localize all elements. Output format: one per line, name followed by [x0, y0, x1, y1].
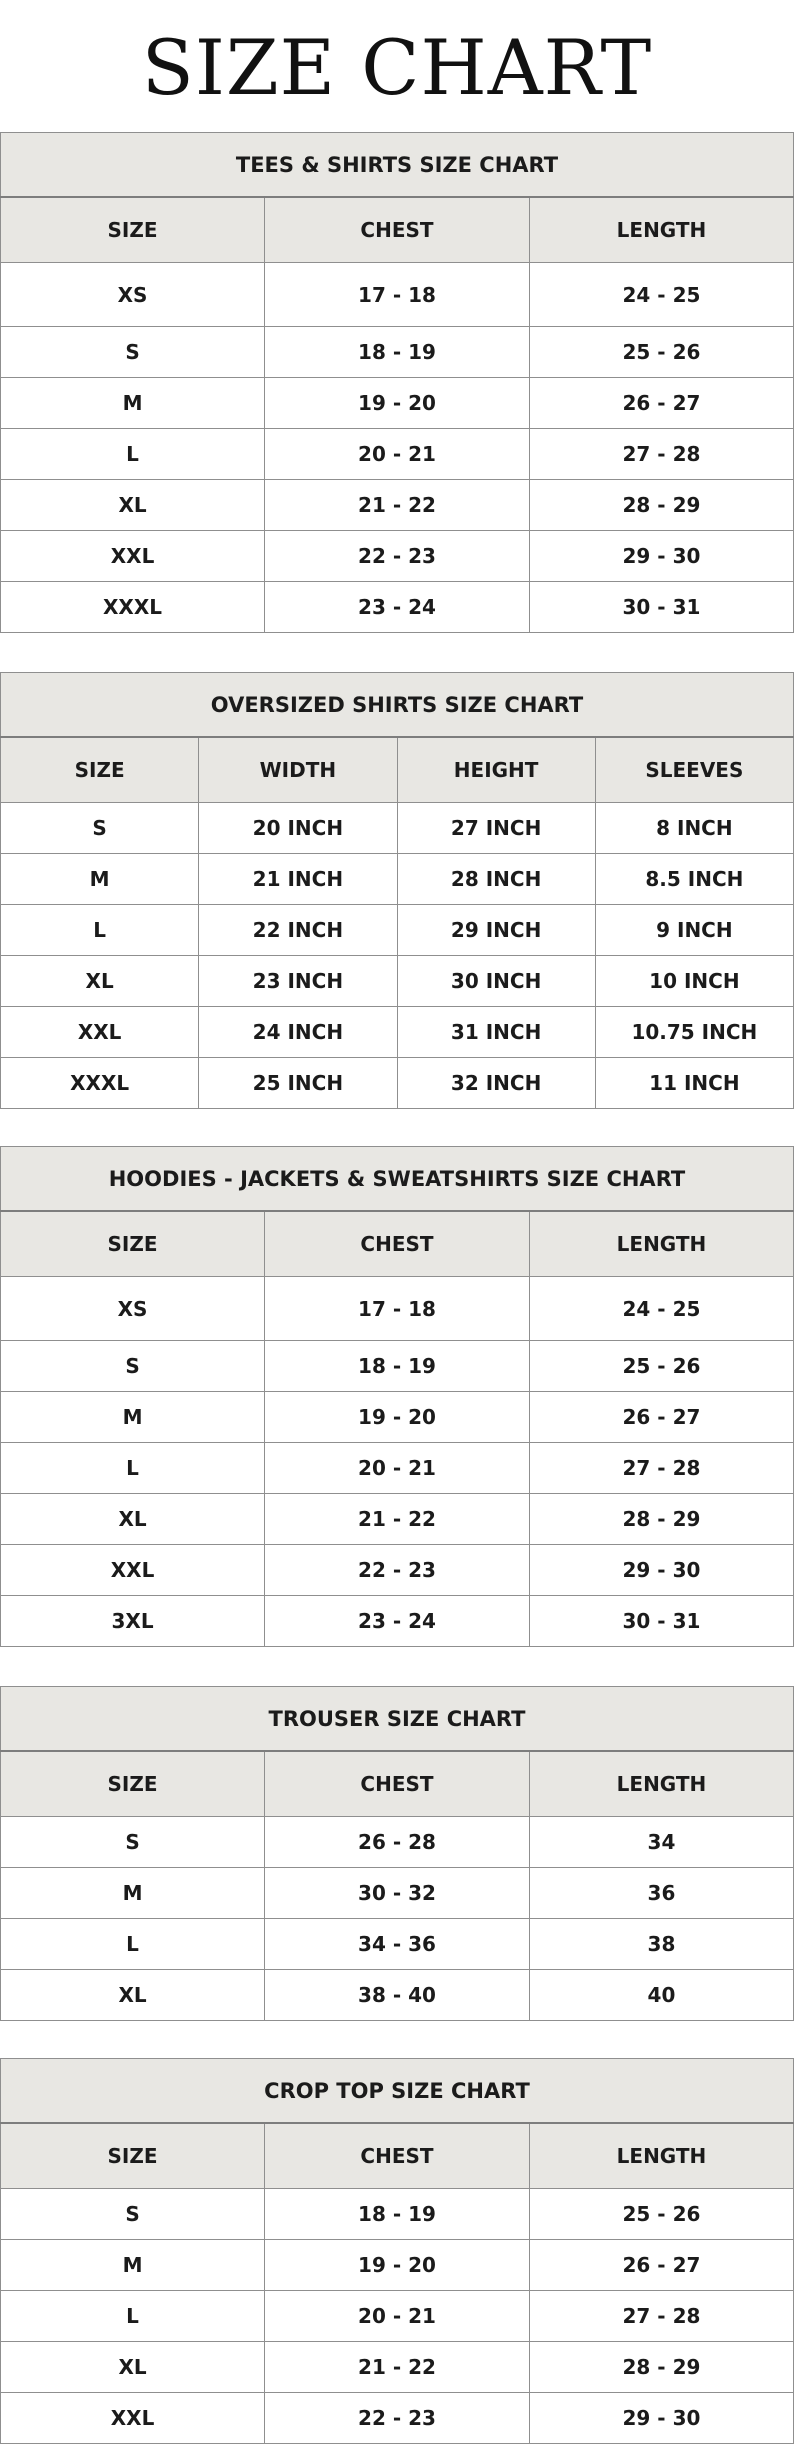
page-title: SIZE CHART	[141, 23, 653, 112]
table-cell: 20 - 21	[265, 429, 530, 480]
table-row	[1, 2240, 794, 2291]
table-cell: 26 - 27	[529, 2240, 793, 2291]
column-header: CHEST	[265, 197, 530, 263]
table-row	[1, 2291, 794, 2342]
table-cell: 23 - 24	[265, 582, 530, 633]
table-cell: 22 INCH	[199, 905, 397, 956]
size-cell: XXL	[1, 531, 265, 582]
table-cell: 19 - 20	[265, 1392, 530, 1443]
table-row	[1, 1058, 794, 1109]
size-cell: XS	[1, 1277, 265, 1341]
table-cell: 25 INCH	[199, 1058, 397, 1109]
table-cell: 28 INCH	[397, 854, 595, 905]
table-cell: 9 INCH	[595, 905, 793, 956]
oversized-shirts-size-chart	[0, 672, 794, 1109]
table-cell: 32 INCH	[397, 1058, 595, 1109]
size-cell: M	[1, 854, 199, 905]
size-cell: 3XL	[1, 1596, 265, 1647]
table-cell: 29 - 30	[529, 1545, 793, 1596]
column-header: SIZE	[1, 197, 265, 263]
size-cell: L	[1, 1443, 265, 1494]
size-cell: XXL	[1, 2393, 265, 2444]
size-cell: L	[1, 429, 265, 480]
size-cell: XL	[1, 1494, 265, 1545]
size-cell: L	[1, 905, 199, 956]
table-cell: 11 INCH	[595, 1058, 793, 1109]
table-row	[1, 378, 794, 429]
table-cell: 8 INCH	[595, 803, 793, 854]
table-cell: 27 - 28	[529, 2291, 793, 2342]
chart-title: OVERSIZED SHIRTS SIZE CHART	[1, 673, 794, 738]
table-row	[1, 854, 794, 905]
table-row	[1, 1596, 794, 1647]
chart-title: HOODIES - JACKETS & SWEATSHIRTS SIZE CHART	[1, 1147, 794, 1212]
table-cell: 24 - 25	[529, 263, 793, 327]
table-cell: 22 - 23	[265, 2393, 530, 2444]
table-cell: 10.75 INCH	[595, 1007, 793, 1058]
size-cell: S	[1, 1817, 265, 1868]
column-header: LENGTH	[529, 197, 793, 263]
table-cell: 25 - 26	[529, 2189, 793, 2240]
chart-title: TROUSER SIZE CHART	[1, 1687, 794, 1752]
size-cell: XXXL	[1, 582, 265, 633]
table-row	[1, 1919, 794, 1970]
table-cell: 29 INCH	[397, 905, 595, 956]
table-cell: 20 - 21	[265, 2291, 530, 2342]
chart-title: TEES & SHIRTS SIZE CHART	[1, 133, 794, 198]
table-cell: 23 - 24	[265, 1596, 530, 1647]
table-row	[1, 480, 794, 531]
table-cell: 26 - 27	[529, 378, 793, 429]
table-cell: 20 INCH	[199, 803, 397, 854]
table-row	[1, 2189, 794, 2240]
table-row	[1, 531, 794, 582]
column-header: WIDTH	[199, 737, 397, 803]
column-header: SIZE	[1, 1751, 265, 1817]
table-row	[1, 327, 794, 378]
size-cell: XL	[1, 1970, 265, 2021]
size-cell: L	[1, 2291, 265, 2342]
table-row	[1, 582, 794, 633]
table-cell: 27 - 28	[529, 1443, 793, 1494]
table-cell: 18 - 19	[265, 2189, 530, 2240]
column-header: CHEST	[265, 1751, 530, 1817]
table-cell: 22 - 23	[265, 531, 530, 582]
table-cell: 29 - 30	[529, 2393, 793, 2444]
table-row	[1, 263, 794, 327]
table-cell: 21 - 22	[265, 1494, 530, 1545]
trouser-size-chart	[0, 1686, 794, 2021]
table-cell: 24 - 25	[529, 1277, 793, 1341]
table-cell: 28 - 29	[529, 2342, 793, 2393]
table-cell: 30 - 32	[265, 1868, 530, 1919]
table-cell: 27 - 28	[529, 429, 793, 480]
table-row	[1, 2393, 794, 2444]
size-cell: XL	[1, 956, 199, 1007]
table-cell: 8.5 INCH	[595, 854, 793, 905]
table-row	[1, 1277, 794, 1341]
tees-shirts-size-chart	[0, 132, 794, 633]
column-header: LENGTH	[529, 1211, 793, 1277]
table-row	[1, 1970, 794, 2021]
table-row	[1, 429, 794, 480]
size-cell: S	[1, 2189, 265, 2240]
size-cell: XL	[1, 480, 265, 531]
size-cell: XS	[1, 263, 265, 327]
table-cell: 25 - 26	[529, 327, 793, 378]
table-cell: 21 INCH	[199, 854, 397, 905]
column-header: CHEST	[265, 2123, 530, 2189]
table-row	[1, 905, 794, 956]
table-cell: 26 - 28	[265, 1817, 530, 1868]
size-cell: S	[1, 803, 199, 854]
table-cell: 17 - 18	[265, 1277, 530, 1341]
table-row	[1, 1494, 794, 1545]
table-row	[1, 956, 794, 1007]
table-cell: 29 - 30	[529, 531, 793, 582]
table-cell: 24 INCH	[199, 1007, 397, 1058]
table-cell: 25 - 26	[529, 1341, 793, 1392]
column-header: SIZE	[1, 2123, 265, 2189]
table-cell: 30 - 31	[529, 582, 793, 633]
table-row	[1, 803, 794, 854]
table-cell: 28 - 29	[529, 1494, 793, 1545]
table-row	[1, 1817, 794, 1868]
table-cell: 34 - 36	[265, 1919, 530, 1970]
crop-top-size-chart	[0, 2058, 794, 2444]
column-header: LENGTH	[529, 1751, 793, 1817]
table-cell: 23 INCH	[199, 956, 397, 1007]
size-cell: XXL	[1, 1007, 199, 1058]
size-cell: S	[1, 327, 265, 378]
table-cell: 17 - 18	[265, 263, 530, 327]
table-cell: 19 - 20	[265, 378, 530, 429]
table-cell: 10 INCH	[595, 956, 793, 1007]
table-cell: 19 - 20	[265, 2240, 530, 2291]
table-row	[1, 1007, 794, 1058]
column-header: CHEST	[265, 1211, 530, 1277]
table-row	[1, 2342, 794, 2393]
table-cell: 27 INCH	[397, 803, 595, 854]
table-row	[1, 1392, 794, 1443]
size-cell: M	[1, 1868, 265, 1919]
table-row	[1, 1443, 794, 1494]
table-cell: 22 - 23	[265, 1545, 530, 1596]
column-header: SLEEVES	[595, 737, 793, 803]
table-cell: 31 INCH	[397, 1007, 595, 1058]
chart-title: CROP TOP SIZE CHART	[1, 2059, 794, 2124]
table-cell: 18 - 19	[265, 327, 530, 378]
table-row	[1, 1545, 794, 1596]
size-cell: XXXL	[1, 1058, 199, 1109]
table-cell: 36	[529, 1868, 793, 1919]
table-cell: 21 - 22	[265, 480, 530, 531]
table-cell: 30 - 31	[529, 1596, 793, 1647]
column-header: HEIGHT	[397, 737, 595, 803]
table-cell: 28 - 29	[529, 480, 793, 531]
size-cell: XL	[1, 2342, 265, 2393]
table-cell: 18 - 19	[265, 1341, 530, 1392]
table-row	[1, 1868, 794, 1919]
size-cell: M	[1, 1392, 265, 1443]
hoodies-jackets-sweatshirts-size-chart	[0, 1146, 794, 1647]
table-cell: 20 - 21	[265, 1443, 530, 1494]
size-cell: XXL	[1, 1545, 265, 1596]
size-cell: S	[1, 1341, 265, 1392]
column-header: LENGTH	[529, 2123, 793, 2189]
table-cell: 30 INCH	[397, 956, 595, 1007]
size-cell: M	[1, 378, 265, 429]
table-cell: 26 - 27	[529, 1392, 793, 1443]
column-header: SIZE	[1, 1211, 265, 1277]
table-cell: 38	[529, 1919, 793, 1970]
size-cell: L	[1, 1919, 265, 1970]
table-cell: 34	[529, 1817, 793, 1868]
size-cell: M	[1, 2240, 265, 2291]
table-cell: 21 - 22	[265, 2342, 530, 2393]
table-cell: 40	[529, 1970, 793, 2021]
table-row	[1, 1341, 794, 1392]
column-header: SIZE	[1, 737, 199, 803]
table-cell: 38 - 40	[265, 1970, 530, 2021]
